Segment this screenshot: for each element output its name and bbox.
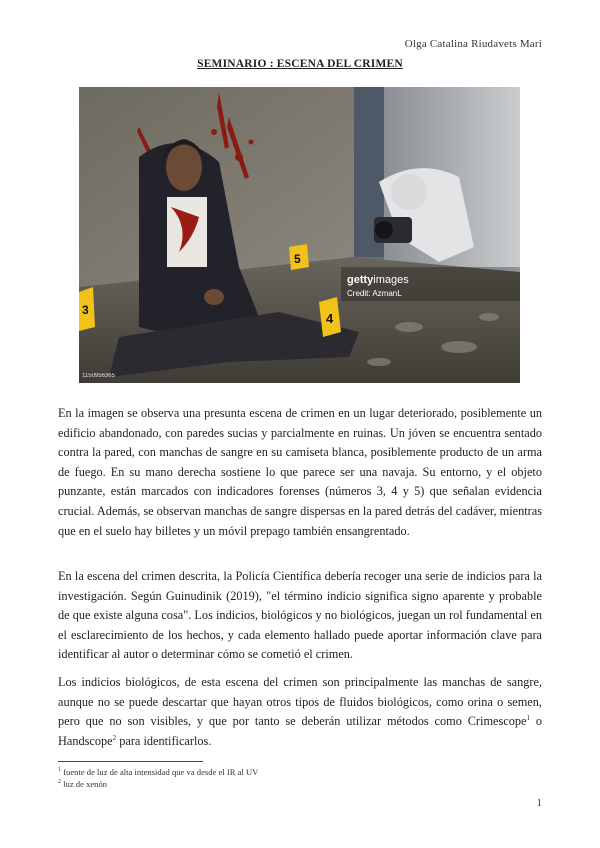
footnote-ref-2[interactable]: 2 xyxy=(112,733,117,742)
paragraph-text-after: para identificarlos. xyxy=(116,733,212,748)
footnote-2: $^2$ luz de xenón xyxy=(58,779,108,789)
evidence-marker-3 xyxy=(79,287,95,331)
getty-watermark xyxy=(341,267,520,301)
watermark-brand: gettyimages xyxy=(347,274,409,286)
image-id: 1150956365 xyxy=(82,373,115,379)
paragraph-text-before: Los indicios biológicos, de esta escena del crimen son principalmente las manchas de sangre, aunque no se puede descartar que hayan otros tipos de fluidos biológicos, como orina o semen, pero que no son visibles, y que por tanto se deberán utilizar métodos como Crimescope xyxy=(58,675,542,729)
watermark-credit: Credit: AzmanL xyxy=(347,289,402,298)
evidence-marker-5 xyxy=(289,244,309,270)
paragraph-scene-description: En la imagen se observa una presunta escena de crimen en un lugar deteriorado, posiblemente un edificio abandonado, con paredes sucias y parcialmente en ruinas. Un jóven se encuentra sentado contra la pared, con manchas de sangre en su camiseta blanca, posiblemente producto de un arma de fuego. En su mano derecha sostiene lo que parece ser una navaja. Su entorno, y el objeto punzante, están marcados con indicadores forenses (números 3, 4 y 5) que señalan evidencia crucial. Además, se observan manchas de sangre dispersas en la pared detrás del cadáver, mientras que en el suelo hay billetes y un móvil prepago también ensangrentado. xyxy=(58,406,543,538)
svg-text:5: 5 xyxy=(294,252,301,266)
paragraph-text-middle: o Handscope xyxy=(58,714,542,748)
paragraph-biological-evidence xyxy=(58,673,542,751)
footnotes xyxy=(58,766,258,790)
crime-scene-photo xyxy=(79,87,520,383)
author-name: Olga Catalina Riudavets Mari xyxy=(404,38,542,50)
page-number: 1 xyxy=(536,797,542,809)
footnote-divider xyxy=(58,761,203,762)
svg-text:3: 3 xyxy=(82,303,89,317)
footnote-ref-1[interactable]: 1 xyxy=(526,714,530,723)
document-title: SEMINARIO : ESCENA DEL CRIMEN xyxy=(197,58,403,70)
footnote-1: $^1$ fuente de luz de alta intensidad que va desde el IR al UV xyxy=(58,767,259,777)
crime-scene-illustration xyxy=(79,87,520,383)
paragraph-evidence-intro: En la escena del crimen descrita, la Policía Científica debería recoger una serie de indicios para la investigación. Según Guinudinik (2019), "el término indicio significa signo aparente y probable de que existe alguna cosa". Los indicios, biológicos y no biológicos, juegan un rol fundamental en el esclarecimiento de los hechos, y cada elemento hallado puede aportar información clave para identificar al autor o determinar cómo se cometió el crimen. xyxy=(58,569,542,662)
svg-text:4: 4 xyxy=(326,311,334,326)
